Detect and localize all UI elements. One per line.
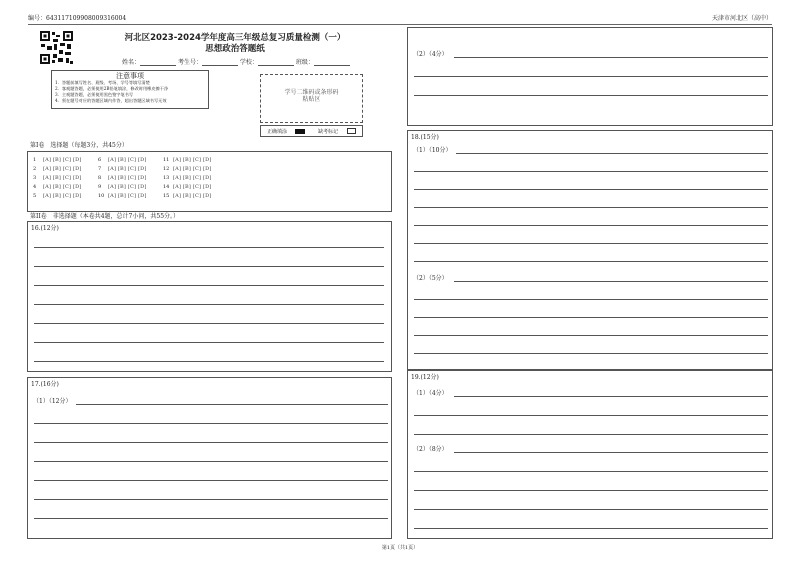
answer-line	[414, 76, 768, 77]
answer-line	[414, 261, 768, 262]
choice-item-5[interactable]	[33, 193, 82, 199]
school-label: 学校：	[239, 59, 258, 66]
answer-line	[34, 304, 384, 305]
choice-item-8[interactable]	[98, 175, 147, 181]
correct-fill-label: 正确填涂	[267, 129, 288, 135]
q17-label: 17.(16分)	[31, 381, 59, 388]
choice-number: 2	[33, 166, 37, 172]
choice-options[interactable]: [A] [B] [C] [D]	[173, 157, 212, 163]
answer-line	[34, 499, 388, 500]
answer-line	[414, 189, 768, 190]
notice-box	[51, 70, 209, 109]
choice-options[interactable]: [A] [B] [C] [D]	[43, 157, 82, 163]
choice-item-6[interactable]	[98, 157, 147, 163]
choice-grid	[27, 151, 392, 212]
choice-options[interactable]: [A] [B] [C] [D]	[173, 184, 212, 190]
choice-item-7[interactable]	[98, 166, 147, 172]
answer-line	[34, 518, 388, 519]
choice-options[interactable]: [A] [B] [C] [D]	[108, 175, 147, 181]
name-field[interactable]	[140, 58, 176, 66]
q17-answer-box[interactable]	[27, 377, 392, 539]
answer-line	[34, 480, 388, 481]
answer-line	[414, 299, 768, 300]
choice-number: 8	[98, 175, 102, 181]
choice-options[interactable]: [A] [B] [C] [D]	[173, 193, 212, 199]
class-label: 班级：	[295, 59, 314, 66]
missing-exam-label: 缺考标记	[318, 129, 339, 135]
answer-line	[34, 247, 384, 248]
class-field[interactable]	[314, 58, 350, 66]
answer-line	[414, 95, 768, 96]
choice-item-1[interactable]	[33, 157, 82, 163]
answer-line	[34, 361, 384, 362]
exam-no-field[interactable]	[202, 58, 238, 66]
notice-item: 4．须在题号对应的答题区域内作答，超出答题区域书写无效	[55, 98, 167, 103]
section1-title: 第I卷 选择题（每题3分，共45分）	[30, 142, 128, 149]
name-label: 姓名：	[122, 59, 141, 66]
answer-line	[414, 434, 768, 435]
choice-options[interactable]: [A] [B] [C] [D]	[43, 166, 82, 172]
page-title: 河北区2023-2024学年度高三年级总复习质量检测（一）	[124, 33, 346, 43]
choice-options[interactable]: [A] [B] [C] [D]	[108, 193, 147, 199]
answer-line	[414, 243, 768, 244]
choice-number: 5	[33, 193, 37, 199]
choice-number: 9	[98, 184, 102, 190]
q16-answer-box[interactable]	[27, 221, 392, 372]
choice-options[interactable]: [A] [B] [C] [D]	[108, 166, 147, 172]
choice-options[interactable]: [A] [B] [C] [D]	[108, 184, 147, 190]
choice-options[interactable]: [A] [B] [C] [D]	[173, 166, 212, 172]
page-subtitle: 思想政治答题纸	[205, 44, 265, 54]
choice-number: 15	[163, 193, 170, 199]
q19-label: 19.(12分)	[411, 374, 439, 381]
q17-sub1-label: （1）（12分）	[33, 398, 72, 405]
notice-list	[52, 80, 208, 104]
answer-line	[414, 317, 768, 318]
choice-options[interactable]: [A] [B] [C] [D]	[43, 175, 82, 181]
answer-line	[34, 423, 388, 424]
answer-line	[414, 225, 768, 226]
missing-exam-checkbox[interactable]	[347, 128, 356, 134]
choice-number: 13	[163, 175, 170, 181]
choice-options[interactable]: [A] [B] [C] [D]	[43, 184, 82, 190]
answer-line	[414, 415, 768, 416]
answer-line	[414, 335, 768, 336]
section2-title: 第II卷 非选择题（本卷共4题，总计7小问，共55分。）	[30, 213, 180, 220]
answer-line	[34, 342, 384, 343]
q18-answer-box[interactable]	[407, 130, 773, 370]
notice-item: 2．客观题答题，必须使用2B铅笔填涂，修改时用橡皮擦干净	[55, 86, 169, 91]
choice-item-10[interactable]	[98, 193, 147, 199]
notice-item: 3．主观题答题，必须使用黑色签字笔书写	[55, 92, 134, 97]
answer-line	[454, 281, 768, 282]
choice-number: 12	[163, 166, 170, 172]
answer-line	[34, 323, 384, 324]
answer-line	[414, 471, 768, 472]
q18-sub2-label: （2）（5分）	[413, 275, 448, 282]
choice-number: 10	[98, 193, 105, 199]
answer-line	[454, 57, 768, 58]
answer-line	[456, 153, 768, 154]
answer-line	[454, 452, 768, 453]
choice-number: 4	[33, 184, 37, 190]
answer-line	[34, 285, 384, 286]
choice-item-13[interactable]	[163, 175, 212, 181]
choice-number: 1	[33, 157, 37, 163]
choice-item-3[interactable]	[33, 175, 82, 181]
answer-line	[414, 490, 768, 491]
notice-title: 注意事项	[116, 72, 144, 80]
student-info-row	[122, 58, 350, 66]
q18-label: 18.(15分)	[411, 134, 439, 141]
choice-number: 6	[98, 157, 102, 163]
q17-continued-box[interactable]	[407, 27, 773, 126]
q16-label: 16.(12分)	[31, 225, 59, 232]
school-field[interactable]	[258, 58, 294, 66]
q19-sub2-label: （2）（8分）	[413, 446, 448, 453]
q19-answer-box[interactable]	[407, 370, 773, 539]
correct-fill-sample	[295, 129, 305, 134]
qr-code-icon	[39, 30, 74, 65]
answer-line	[34, 461, 388, 462]
answer-line	[414, 207, 768, 208]
choice-item-11[interactable]	[163, 157, 212, 163]
exam-no-label: 考生号：	[177, 59, 202, 66]
serial-number: 编号：64311710990800931600​4	[28, 15, 127, 22]
choice-number: 7	[98, 166, 102, 172]
choice-item-4[interactable]	[33, 184, 82, 190]
answer-line	[414, 528, 768, 529]
choice-number: 3	[33, 175, 37, 181]
answer-line	[34, 442, 388, 443]
answer-line	[76, 404, 388, 405]
barcode-sublabel: 粘贴区	[302, 96, 321, 103]
q19-sub1-label: （1）（4分）	[413, 390, 448, 397]
answer-line	[454, 396, 768, 397]
choice-item-14[interactable]	[163, 184, 212, 190]
choice-options[interactable]: [A] [B] [C] [D]	[43, 193, 82, 199]
answer-line	[34, 266, 384, 267]
answer-line	[414, 353, 768, 354]
barcode-label: 学号二维码或条形码	[284, 89, 339, 96]
choice-number: 11	[163, 157, 170, 163]
choice-item-9[interactable]	[98, 184, 147, 190]
choice-options[interactable]: [A] [B] [C] [D]	[173, 175, 212, 181]
region-label: 天津市河北区（高中）	[711, 15, 772, 22]
header-divider	[28, 24, 772, 25]
choice-item-15[interactable]	[163, 193, 212, 199]
notice-item: 1．答题前填写姓名、班级、考场、学号等填写清楚	[55, 80, 150, 85]
choice-item-2[interactable]	[33, 166, 82, 172]
page-footer: 第1页（共1页）	[381, 545, 419, 551]
fill-legend	[260, 125, 363, 137]
barcode-area	[260, 74, 363, 123]
answer-line	[414, 171, 768, 172]
answer-line	[414, 509, 768, 510]
choice-item-12[interactable]	[163, 166, 212, 172]
q17-sub2-label: （2）（4分）	[413, 51, 448, 58]
choice-options[interactable]: [A] [B] [C] [D]	[108, 157, 147, 163]
q18-sub1-label: （1）（10分）	[413, 147, 452, 154]
choice-number: 14	[163, 184, 170, 190]
